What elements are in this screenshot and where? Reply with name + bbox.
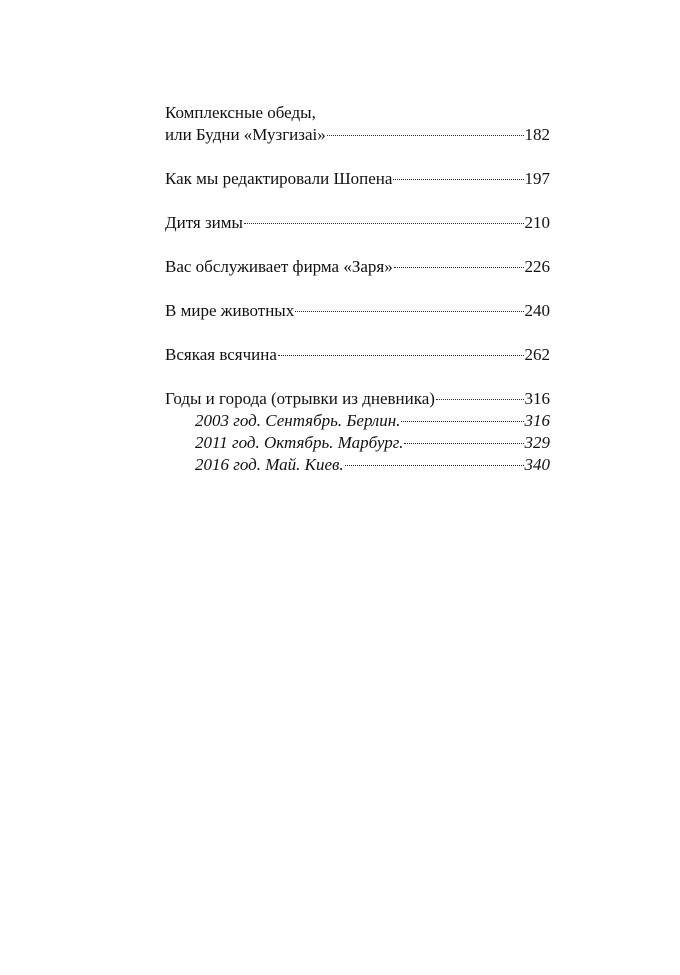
toc-entry: [165, 212, 550, 234]
toc-page-number: 316: [524, 411, 550, 430]
toc-entry-line: [165, 344, 550, 366]
toc-entry-title: Дитя зимы: [165, 213, 243, 232]
dot-leader: [345, 465, 524, 466]
dot-leader: [244, 223, 524, 224]
toc-entry: [165, 388, 550, 476]
toc-entry-line: [165, 168, 550, 190]
toc-entry-title: Всякая всячина: [165, 345, 277, 364]
dot-leader: [404, 443, 523, 444]
dot-leader: [394, 267, 524, 268]
dot-leader: [393, 179, 523, 180]
dot-leader: [401, 421, 523, 422]
toc-page-number: 182: [524, 125, 550, 144]
toc-entry-title: или Будни «Музгизаі»: [165, 125, 326, 144]
toc-page-number: 262: [524, 345, 550, 364]
toc-entry-line: [165, 256, 550, 278]
toc-subentry: [165, 454, 550, 476]
dot-leader: [295, 311, 523, 312]
toc-subentry: [165, 410, 550, 432]
toc-entry: [165, 256, 550, 278]
toc-subentry: [165, 432, 550, 454]
toc-subentry-title: 2011 год. Октябрь. Марбург.: [195, 433, 404, 452]
toc-entry: [165, 102, 550, 146]
toc-entry-line: [165, 300, 550, 322]
table-of-contents: [165, 102, 550, 476]
toc-entry-title: Годы и города (отрывки из дневника): [165, 389, 435, 408]
toc-page-number: 226: [524, 257, 550, 276]
toc-entry-title: В мире животных: [165, 301, 295, 320]
dot-leader: [278, 355, 524, 356]
toc-entry-title: Комплексные обеды,: [165, 103, 316, 122]
toc-page-number: 197: [524, 169, 550, 188]
toc-entry-title: Вас обслуживает фирма «Заря»: [165, 257, 393, 276]
toc-subentry-title: 2003 год. Сентябрь. Берлин.: [195, 411, 401, 430]
toc-page-number: 329: [524, 433, 550, 452]
toc-page-number: 240: [524, 301, 550, 320]
toc-entry-line: [165, 212, 550, 234]
toc-entry: [165, 344, 550, 366]
toc-entry-line: [165, 124, 550, 146]
dot-leader: [436, 399, 524, 400]
toc-entry-title-line1: [165, 102, 550, 124]
toc-entry: [165, 300, 550, 322]
toc-subentry-title: 2016 год. Май. Киев.: [195, 455, 344, 474]
toc-page-number: 340: [524, 455, 550, 474]
toc-entry-title: Как мы редактировали Шопена: [165, 169, 393, 188]
toc-entry: [165, 168, 550, 190]
toc-page-number: 210: [524, 213, 550, 232]
toc-entry-line: [165, 388, 550, 410]
dot-leader: [327, 135, 524, 136]
toc-page-number: 316: [524, 389, 550, 408]
